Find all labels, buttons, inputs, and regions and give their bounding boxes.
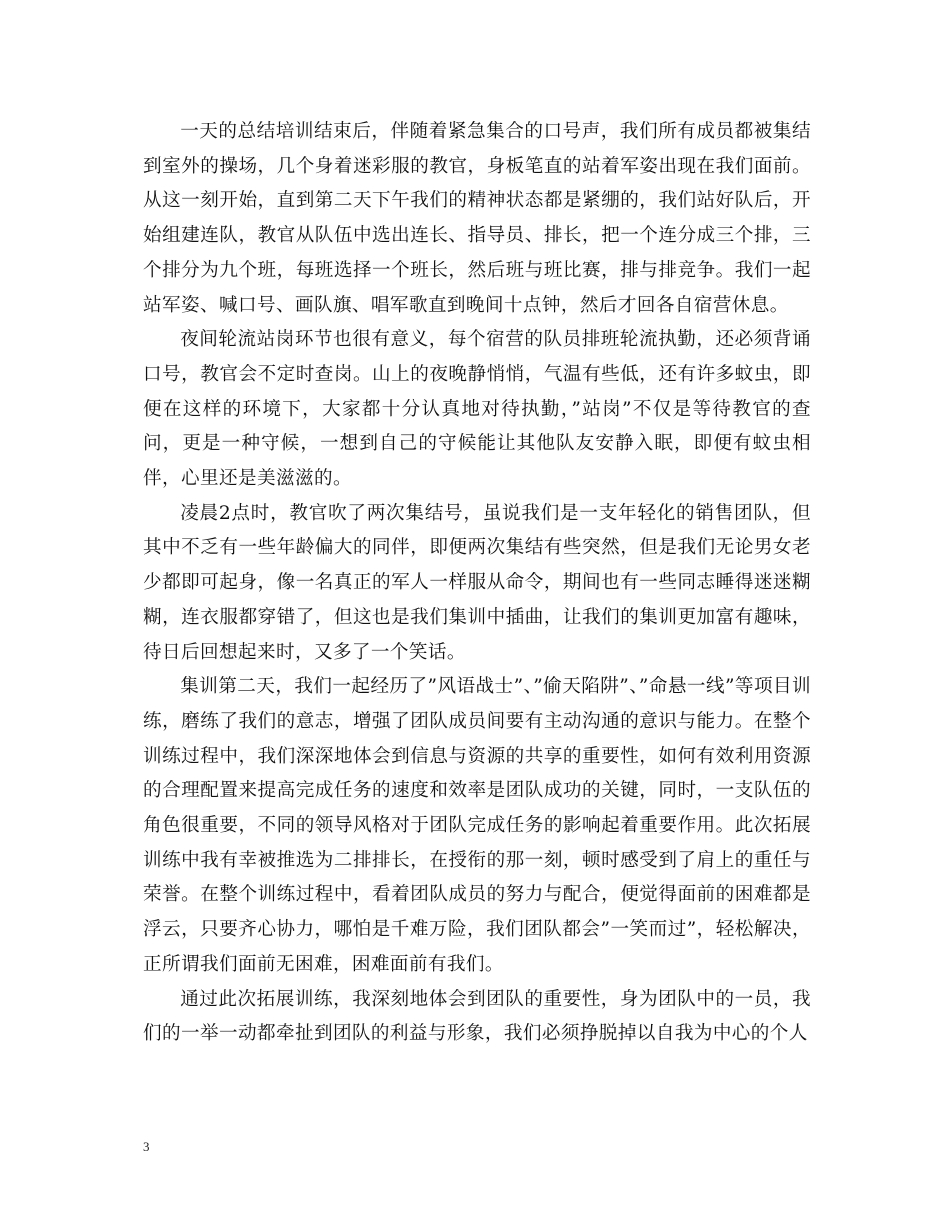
document-body bbox=[143, 115, 811, 1052]
paragraph-5: 通过此次拓展训练，我深刻地体会到团队的重要性，身为团队中的一员，我们的一举一动都牵扯到团队的利益与形象，我们必须挣脱掉以自我为中心的个人 bbox=[143, 988, 811, 1045]
paragraph-3: 凌晨2点时，教官吹了两次集结号，虽说我们是一支年轻化的销售团队，但其中不乏有一些年龄偏大的同伴，即便两次集结有些突然，但是我们无论男女老少都即可起身，像一名真正的军人一样服从命令，期间也有一些同志睡得迷迷糊糊，连衣服都穿错了，但这也是我们集训中插曲，让我们的集训更加富有趣味，待日后回想起来时，又多了一个笑话。 bbox=[143, 502, 811, 663]
paragraph-1: 一天的总结培训结束后，伴随着紧急集合的口号声，我们所有成员都被集结到室外的操场，几个身着迷彩服的教官，身板笔直的站着军姿出现在我们面前。从这一刻开始，直到第二天下午我们的精神状态都是紧绷的，我们站好队后，开始组建连队，教官从队伍中选出连长、指导员、排长，把一个连分成三个排，三个排分为九个班，每班选择一个班长，然后班与班比赛，排与排竞争。我们一起站军姿、喊口号、画队旗、唱军歌直到晚间十点钟，然后才回各自宿营休息。 bbox=[143, 121, 811, 316]
page-number: 3 bbox=[143, 1139, 150, 1154]
paragraph-2: 夜间轮流站岗环节也很有意义，每个宿营的队员排班轮流执勤，还必须背诵口号，教官会不定时查岗。山上的夜晚静悄悄，气温有些低，还有许多蚊虫，即便在这样的环境下，大家都十分认真地对待执勤，”站岗”不仅是等待教官的查问，更是一种守候，一想到自己的守候能让其他队友安静入眠，即便有蚊虫相伴，心里还是美滋滋的。 bbox=[143, 329, 811, 490]
paragraph-4: 集训第二天，我们一起经历了”风语战士”、”偷天陷阱”、”命悬一线”等项目训练，磨练了我们的意志，增强了团队成员间要有主动沟通的意识与能力。在整个训练过程中，我们深深地体会到信息与资源的共享的重要性，如何有效利用资源的合理配置来提高完成任务的速度和效率是团队成功的关键，同时，一支队伍的角色很重要，不同的领导风格对于团队完成任务的影响起着重要作用。此次拓展训练中我有幸被推选为二排排长，在授衔的那一刻，顿时感受到了肩上的重任与荣誉。在整个训练过程中，看着团队成员的努力与配合，便觉得面前的困难都是浮云，只要齐心协力，哪怕是千难万险，我们团队都会”一笑而过”，轻松解决，正所谓我们面前无困难，困难面前有我们。 bbox=[143, 676, 811, 975]
